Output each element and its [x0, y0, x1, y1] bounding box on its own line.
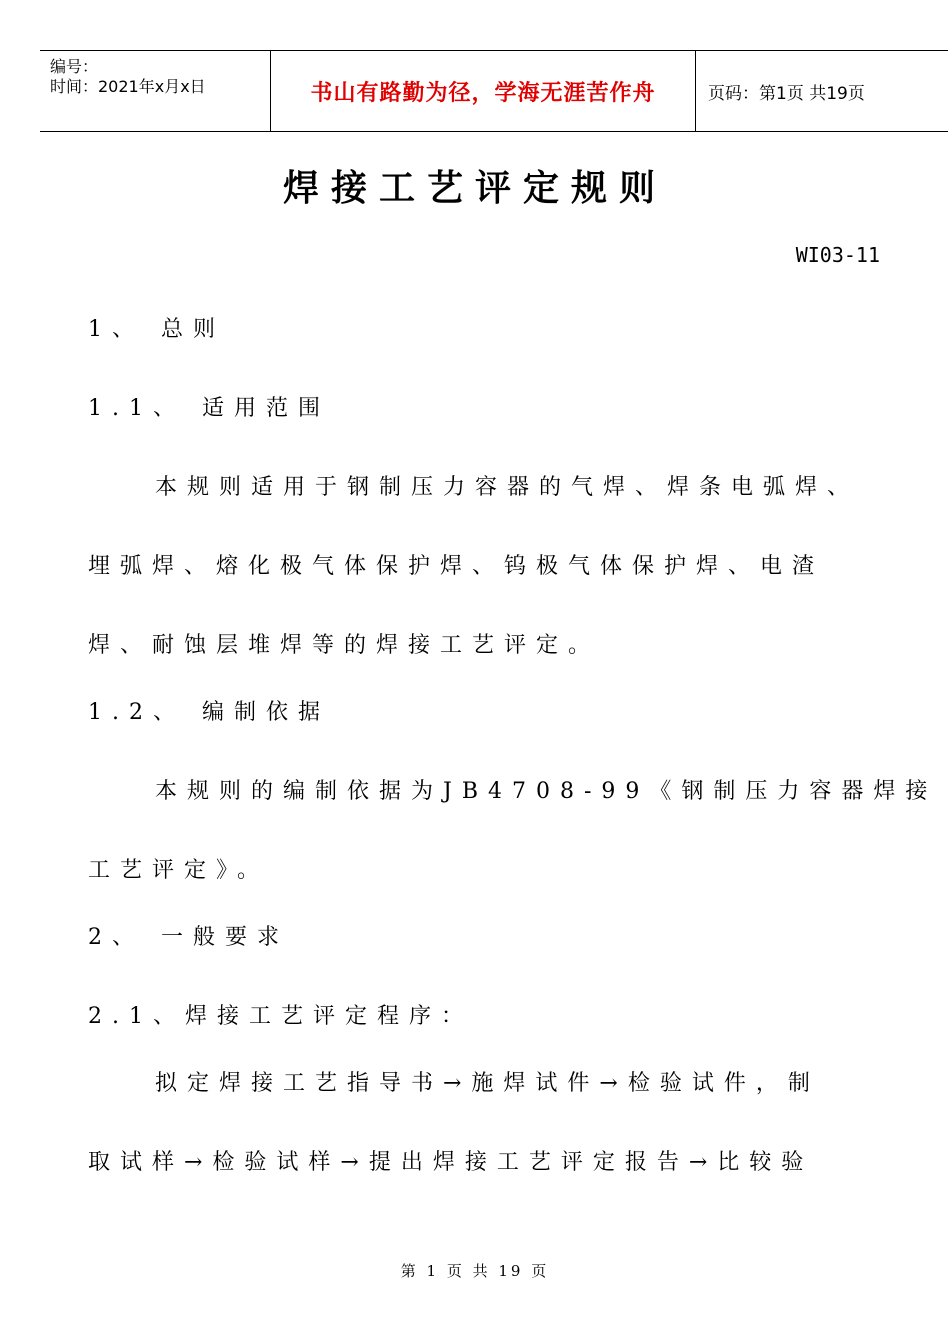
document-time: 时间：2021年x月x日: [50, 77, 206, 96]
header-motto: 书山有路勤为径，学海无涯苦作舟: [270, 51, 696, 131]
paragraph-line: 工艺评定》。: [88, 858, 270, 883]
document-number-label: 编号：: [50, 57, 99, 76]
header-meta: [40, 51, 270, 131]
page-footer: 第 1 页 共 19 页: [400, 1262, 550, 1280]
paragraph-line: 拟定焊接工艺指导书→施焊试件→检验试件，制: [155, 1071, 820, 1096]
section-heading: 1、 总则: [88, 317, 225, 342]
subsection-heading: 1.1、 适用范围: [88, 396, 330, 421]
paragraph-line: 埋弧焊、熔化极气体保护焊、钨极气体保护焊、电渣: [88, 554, 825, 579]
paragraph-line: 焊、耐蚀层堆焊等的焊接工艺评定。: [88, 633, 601, 658]
paragraph-line: 本规则的编制依据为JB4708-99《钢制压力容器焊接: [155, 779, 938, 804]
page-header: [40, 50, 948, 132]
document-title: 焊接工艺评定规则: [282, 167, 667, 209]
header-page-info: 页码：第1页 共19页: [708, 83, 865, 104]
section-heading: 2、 一般要求: [88, 925, 289, 950]
paragraph-line: 本规则适用于钢制压力容器的气焊、焊条电弧焊、: [155, 475, 860, 500]
subsection-heading: 1.2、 编制依据: [88, 700, 330, 725]
paragraph-line: 取试样→检验试样→提出焊接工艺评定报告→比较验: [88, 1150, 814, 1175]
subsection-heading: 2.1、焊接工艺评定程序：: [88, 1004, 473, 1029]
document-code: WI03-11: [795, 243, 880, 267]
